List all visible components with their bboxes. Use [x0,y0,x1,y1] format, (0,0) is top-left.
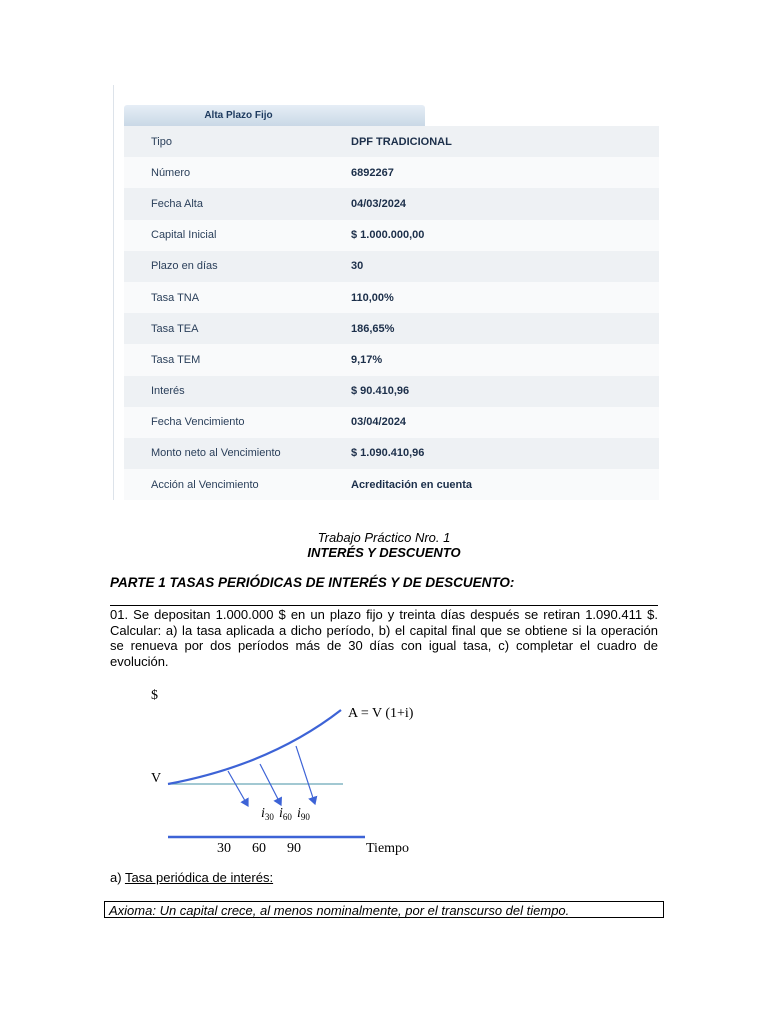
row-value: 110,00% [351,291,394,304]
deposit-panel [113,85,660,500]
panel-tab [124,105,425,126]
divider [110,605,658,606]
subheading-a [110,870,273,885]
row-value: 04/03/2024 [351,197,407,210]
detail-row [124,157,659,188]
row-label: Tasa TEA [151,322,199,335]
row-label: Acción al Vencimiento [151,478,259,491]
row-label: Fecha Vencimiento [151,416,245,429]
row-value: $ 1.090.410,96 [351,447,425,460]
detail-row [124,313,659,344]
row-value: 03/04/2024 [351,416,407,429]
row-value: Acreditación en cuenta [351,478,473,491]
growth-diagram [140,680,440,860]
row-value: 30 [351,260,364,273]
curve-label: A = V (1+i) [348,706,414,721]
row-value: $ 1.000.000,00 [351,229,425,242]
row-label: Plazo en días [151,260,218,273]
detail-row [124,344,659,375]
tick-60: 60 [252,841,266,856]
part-heading: PARTE 1 TASAS PERIÓDICAS DE INTERÉS Y DE DESCUENTO: [110,575,515,590]
detail-row [124,251,659,282]
rate-label-60: $i_{60}$ [279,806,292,822]
panel-tab-title: Alta Plazo Fijo [204,110,273,121]
row-label: Fecha Alta [151,197,203,210]
tick-30: 30 [217,841,231,856]
row-value: $ 90.410,96 [351,385,410,398]
doc-subtitle: INTERÉS Y DESCUENTO [307,545,461,560]
subheading-text: Tasa periódica de interés: [124,870,274,885]
detail-row [124,188,659,219]
tick-90: 90 [287,841,301,856]
row-value: 9,17% [351,353,383,366]
row-label: Tasa TNA [151,291,200,304]
doc-title: Trabajo Práctico Nro. 1 [317,530,451,545]
rate-label-30: $i_{30}$ [261,806,274,822]
row-label: Número [151,166,191,179]
detail-row [124,126,659,157]
rate-arrow-30 [228,771,248,806]
deposit-details [124,126,659,500]
subheading-prefix: a) [110,870,125,885]
detail-row [124,376,659,407]
row-value: DPF TRADICIONAL [351,135,452,148]
row-label: Capital Inicial [151,229,217,242]
row-value: 6892267 [351,166,394,179]
row-label: Interés [151,385,185,398]
x-axis-label: Tiempo [366,841,410,856]
row-value: 186,65% [351,322,395,335]
detail-row [124,407,659,438]
row-label: Tipo [151,135,172,148]
row-label: Monto neto al Vencimiento [151,447,281,460]
row-label: Tasa TEM [151,353,201,366]
exercise-text: 01. Se depositan 1.000.000 $ en un plazo fijo y treinta días después se retiran 1.090.411 $. Calcular: a) la tasa aplicada a dicho período, b) el capital final que se obtiene si la operación se renueva por dos períodos más de 30 días con igual tasa, c) completar el cuadro de evolución. [110,607,658,669]
rate-arrow-90 [296,746,315,804]
y-axis-label: $ [151,688,158,703]
axiom-box: Axioma: Un capital crece, al menos nominalmente, por el transcurso del tiempo. [104,901,664,918]
detail-row [124,220,659,251]
rate-label-90: $i_{90}$ [297,806,310,822]
detail-row [124,282,659,313]
growth-curve [168,710,341,784]
start-label: V [151,771,162,786]
detail-row [124,438,659,469]
detail-row [124,469,659,500]
